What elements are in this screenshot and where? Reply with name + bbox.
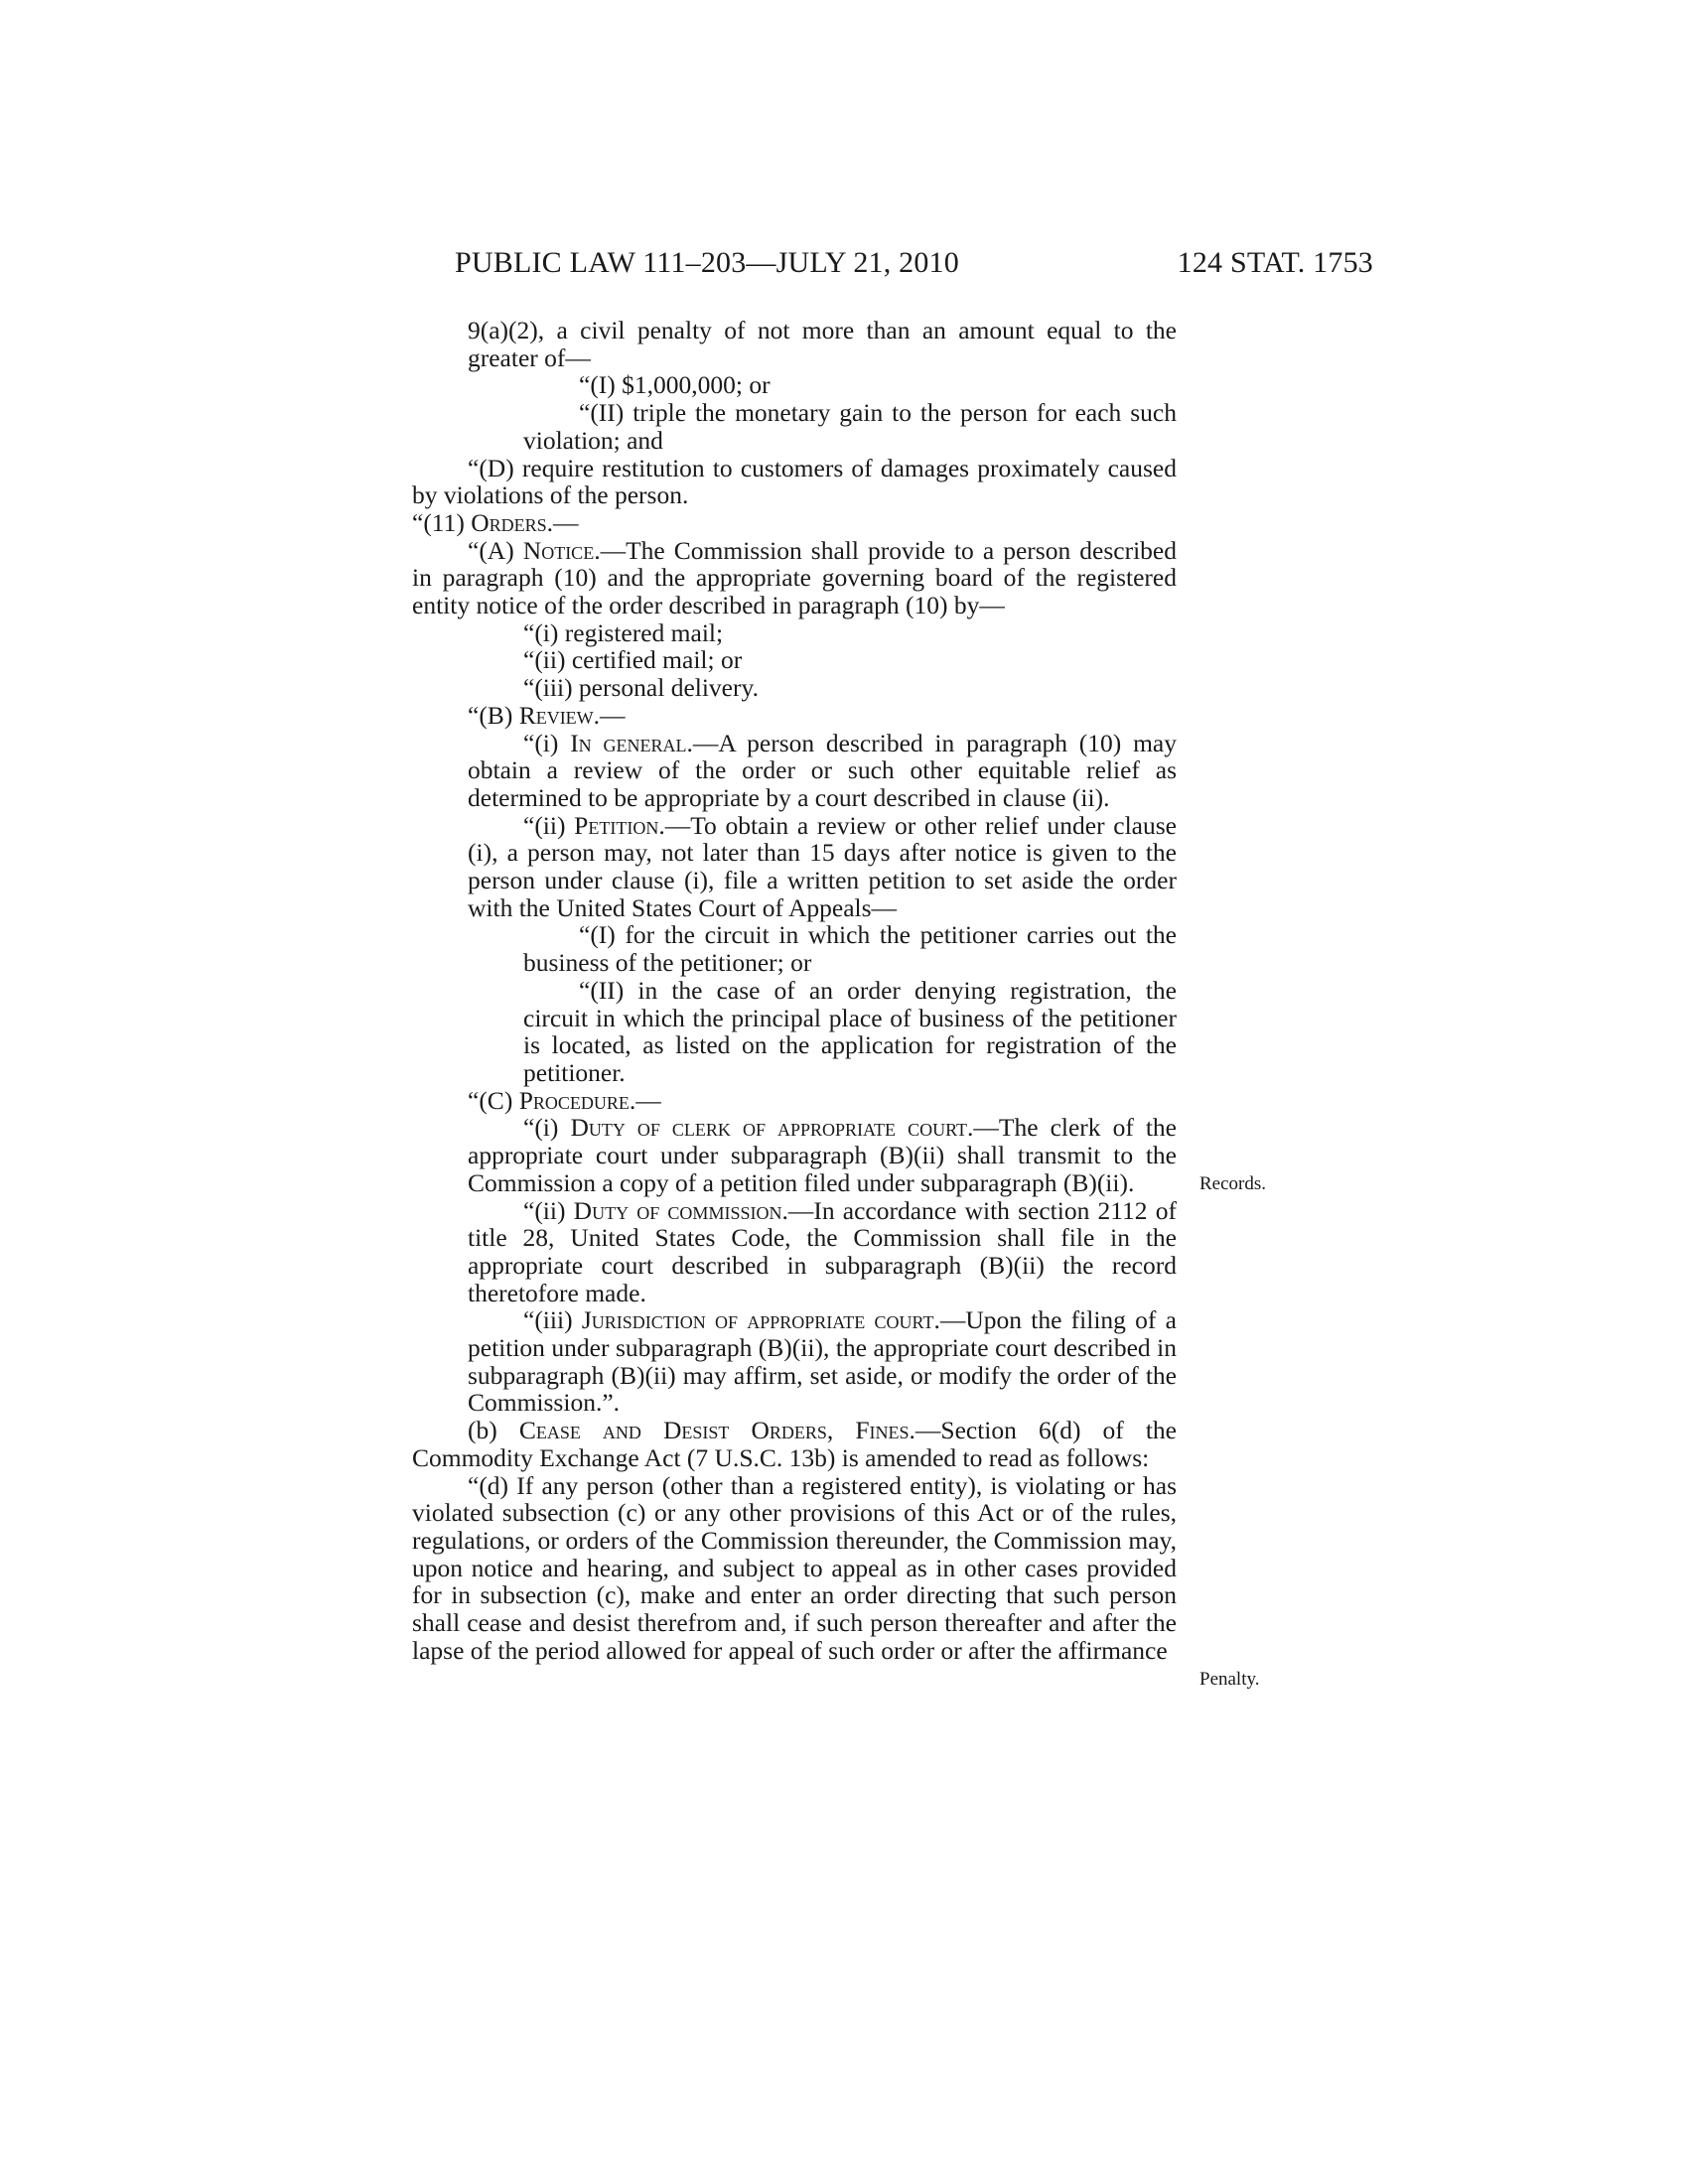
page-header (455, 246, 1373, 286)
subpara-B-review-heading: “(B) Review.— (468, 700, 626, 730)
clause-A-i: “(i) registered mail; (523, 617, 724, 647)
subpara-D-restitution: “(D) require restitution to customers of damages proximately caused by violations of the person. (412, 453, 1177, 510)
clause-C-iii-jurisdiction: “(iii) Jurisdiction of appropriate court.—Upon the filing of a petition under subparagraph (B)(ii), the appropriate court described in subparagraph (B)(ii) may affirm, set aside, or modify the order of the Commission.”. (468, 1305, 1177, 1418)
clause-C-i-clerk-duty: “(i) Duty of clerk of appropriate court.—The clerk of the appropriate court under subparagraph (B)(ii) shall transmit to the Commission a copy of a petition filed under subparagraph (B)(ii). (468, 1113, 1178, 1197)
clause-I-amount: “(I) $1,000,000; or (579, 370, 771, 400)
para-11-orders-heading: “(11) Orders.— (412, 507, 579, 537)
statute-text (412, 317, 1177, 1664)
subclause-B-ii-I: “(I) for the circuit in which the petitioner carries out the business of the petitioner; or (523, 920, 1177, 978)
subclause-B-ii-II: “(II) in the case of an order denying registration, the circuit in which the principal place of business of the petitioner is located, as listed on the application for registration of the petitioner. (523, 975, 1177, 1087)
subpara-A-notice: “(A) Notice.—The Commission shall provide to a person described in paragraph (10) and the appropriate governing board of the registered entity notice of the order described in paragraph (10) by— (412, 535, 1177, 620)
subsection-d-text: “(d) If any person (other than a registered entity), is violating or has violated subsection (c) or any other provisions of this Act or of the rules, regulations, or orders of the Commission thereunder, the Commission may, upon notice and hearing, and subject to appeal as in other cases provided for in subsection (c), make and enter an order directing that such person shall cease and desist therefrom and, if such person thereafter and after the lapse of the period allowed for appeal of such order or after the affirmance (412, 1470, 1177, 1665)
margin-note-penalty: Penalty. (1199, 1669, 1260, 1690)
clause-C-ii-commission-duty: “(ii) Duty of commission.—In accordance with section 2112 of title 28, United States Code, the Commission shall file in the appropriate court described in subparagraph (B)(ii) the record theretofore made. (468, 1195, 1177, 1307)
clause-B-ii-petition: “(ii) Petition.—To obtain a review or other relief under clause (i), a person may, not later than 15 days after notice is given to the person under clause (i), file a written petition to set aside the order with the United States Court of Appeals— (468, 810, 1177, 922)
subsection-b-cease-and-desist: (b) Cease and Desist Orders, Fines.—Section 6(d) of the Commodity Exchange Act (7 U.S.C. 13b) is amended to read as follows: (412, 1416, 1177, 1472)
statute-page-number: 124 STAT. 1753 (1177, 246, 1373, 279)
clause-II-triple-gain: “(II) triple the monetary gain to the person for each such violation; and (523, 398, 1177, 455)
clause-B-i-in-general: “(i) In general.—A person described in paragraph (10) may obtain a review of the order or such other equitable relief as determined to be appropriate by a court described in clause (ii). (468, 728, 1177, 812)
clause-A-iii: “(iii) personal delivery. (523, 673, 759, 703)
clause-A-ii: “(ii) certified mail; or (523, 645, 743, 675)
margin-note-records: Records. (1199, 1173, 1267, 1194)
public-law-citation: PUBLIC LAW 111–203—JULY 21, 2010 (455, 246, 959, 279)
subpara-C-procedure-heading: “(C) Procedure.— (468, 1085, 661, 1115)
text-civil-penalty-continuation: 9(a)(2), a civil penalty of not more than an amount equal to the greater of— (468, 316, 1177, 372)
